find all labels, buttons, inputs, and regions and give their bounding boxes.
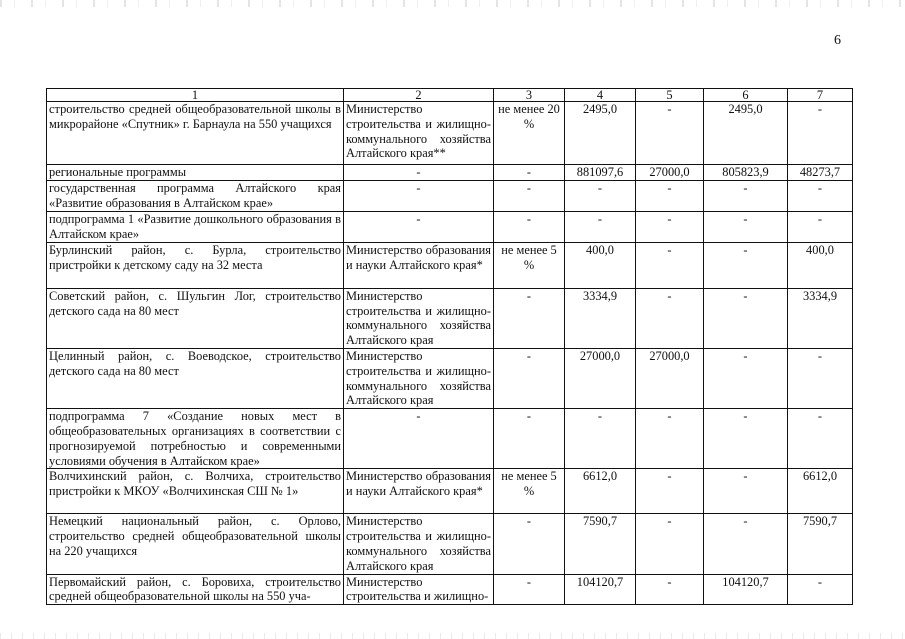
cell-ministry: - [344, 211, 494, 242]
cell-share: - [494, 348, 565, 408]
cell-col7: - [788, 211, 853, 242]
cell-col6: - [704, 348, 788, 408]
cell-col5: - [636, 574, 704, 605]
cell-col6: 104120,7 [704, 574, 788, 605]
cell-share: - [494, 409, 565, 469]
cell-share: не менее 20 % [494, 102, 565, 165]
cell-object: Первомайский район, с. Боровиха, строительство средней общеобразовательной школы на 550 уча- [47, 574, 344, 605]
table-row [47, 288, 853, 348]
page-number: 6 [834, 33, 841, 48]
cell-share: - [494, 165, 565, 181]
cell-ministry: Министерство образования и науки Алтайского края* [344, 469, 494, 514]
budget-table [46, 88, 853, 605]
cell-ministry: Министерство образования и науки Алтайского края* [344, 242, 494, 288]
cell-object: Немецкий национальный район, с. Орлово, строительство средней общеобразовательной школы на 220 учащихся [47, 514, 344, 574]
cell-col7: - [788, 574, 853, 605]
cell-object: строительство средней общеобразовательной школы в микрорайоне «Спутник» г. Барнаула на 550 учащихся [47, 102, 344, 165]
cell-share: - [494, 574, 565, 605]
cell-ministry: Министерство строительства и жилищно-коммунального хозяйства Алтайского края [344, 514, 494, 574]
cell-col7: - [788, 102, 853, 165]
cell-share: - [494, 211, 565, 242]
cell-col7: 6612,0 [788, 469, 853, 514]
cell-col6: 2495,0 [704, 102, 788, 165]
cell-col7: 400,0 [788, 242, 853, 288]
table-row [47, 211, 853, 242]
cell-col6: - [704, 288, 788, 348]
cell-object: Волчихинский район, с. Волчиха, строительство пристройки к МКОУ «Волчихинская СШ № 1» [47, 469, 344, 514]
cell-col4: 881097,6 [565, 165, 636, 181]
cell-col5: - [636, 211, 704, 242]
cell-col5: - [636, 288, 704, 348]
cell-col5: 27000,0 [636, 165, 704, 181]
table-row [47, 102, 853, 165]
header-cell: 5 [636, 89, 704, 102]
cell-col5: 27000,0 [636, 348, 704, 408]
cell-col6: - [704, 180, 788, 211]
header-cell: 3 [494, 89, 565, 102]
header-cell: 2 [344, 89, 494, 102]
cell-share: - [494, 514, 565, 574]
table-row [47, 409, 853, 469]
cell-col7: - [788, 348, 853, 408]
cell-ministry: Министерство строительства и жилищно-коммунального хозяйства Алтайского края [344, 288, 494, 348]
cell-col6: - [704, 211, 788, 242]
cell-share: не менее 5 % [494, 469, 565, 514]
cell-ministry: Министерство строительства и жилищно-коммунального хозяйства Алтайского края** [344, 102, 494, 165]
table-row [47, 574, 853, 605]
cell-col7: - [788, 409, 853, 469]
cell-ministry: - [344, 180, 494, 211]
cell-col5: - [636, 514, 704, 574]
cell-ministry: - [344, 409, 494, 469]
cell-col7: 7590,7 [788, 514, 853, 574]
cell-col4: - [565, 211, 636, 242]
cell-col4: 2495,0 [565, 102, 636, 165]
cell-share: - [494, 180, 565, 211]
cell-col4: 3334,9 [565, 288, 636, 348]
table-row [47, 165, 853, 181]
table-row [47, 348, 853, 408]
cell-col4: - [565, 180, 636, 211]
cell-col7: - [788, 180, 853, 211]
scan-edge-bottom [0, 633, 905, 639]
cell-col6: - [704, 409, 788, 469]
cell-col7: 3334,9 [788, 288, 853, 348]
cell-object: Целинный район, с. Воеводское, строительство детского сада на 80 мест [47, 348, 344, 408]
cell-col4: 7590,7 [565, 514, 636, 574]
header-row [47, 89, 853, 102]
cell-object: подпрограмма 1 «Развитие дошкольного образования в Алтайском крае» [47, 211, 344, 242]
cell-object: региональные программы [47, 165, 344, 181]
table-row [47, 514, 853, 574]
table-row [47, 242, 853, 288]
cell-ministry: - [344, 165, 494, 181]
cell-col5: - [636, 409, 704, 469]
cell-col5: - [636, 242, 704, 288]
cell-ministry: Министерство строительства и жилищно- [344, 574, 494, 605]
table-row [47, 469, 853, 514]
cell-col6: - [704, 242, 788, 288]
cell-col5: - [636, 180, 704, 211]
cell-share: - [494, 288, 565, 348]
cell-col7: 48273,7 [788, 165, 853, 181]
cell-col5: - [636, 102, 704, 165]
cell-object: государственная программа Алтайского края «Развитие образования в Алтайском крае» [47, 180, 344, 211]
table-row [47, 180, 853, 211]
header-cell: 6 [704, 89, 788, 102]
cell-object: подпрограмма 7 «Создание новых мест в общеобразовательных организациях в соответствии с прогнозируемой потребностью и современными условиями обучения в Алтайском крае» [47, 409, 344, 469]
cell-share: не менее 5 % [494, 242, 565, 288]
header-cell: 1 [47, 89, 344, 102]
cell-col4: 27000,0 [565, 348, 636, 408]
header-cell: 7 [788, 89, 853, 102]
cell-object: Советский район, с. Шульгин Лог, строительство детского сада на 80 мест [47, 288, 344, 348]
scan-edge-top [0, 0, 905, 7]
cell-col4: - [565, 409, 636, 469]
cell-col6: - [704, 514, 788, 574]
cell-col6: 805823,9 [704, 165, 788, 181]
cell-col4: 6612,0 [565, 469, 636, 514]
cell-object: Бурлинский район, с. Бурла, строительство пристройки к детскому саду на 32 места [47, 242, 344, 288]
cell-col4: 400,0 [565, 242, 636, 288]
header-cell: 4 [565, 89, 636, 102]
cell-col5: - [636, 469, 704, 514]
cell-col4: 104120,7 [565, 574, 636, 605]
cell-col6: - [704, 469, 788, 514]
cell-ministry: Министерство строительства и жилищно-коммунального хозяйства Алтайского края [344, 348, 494, 408]
